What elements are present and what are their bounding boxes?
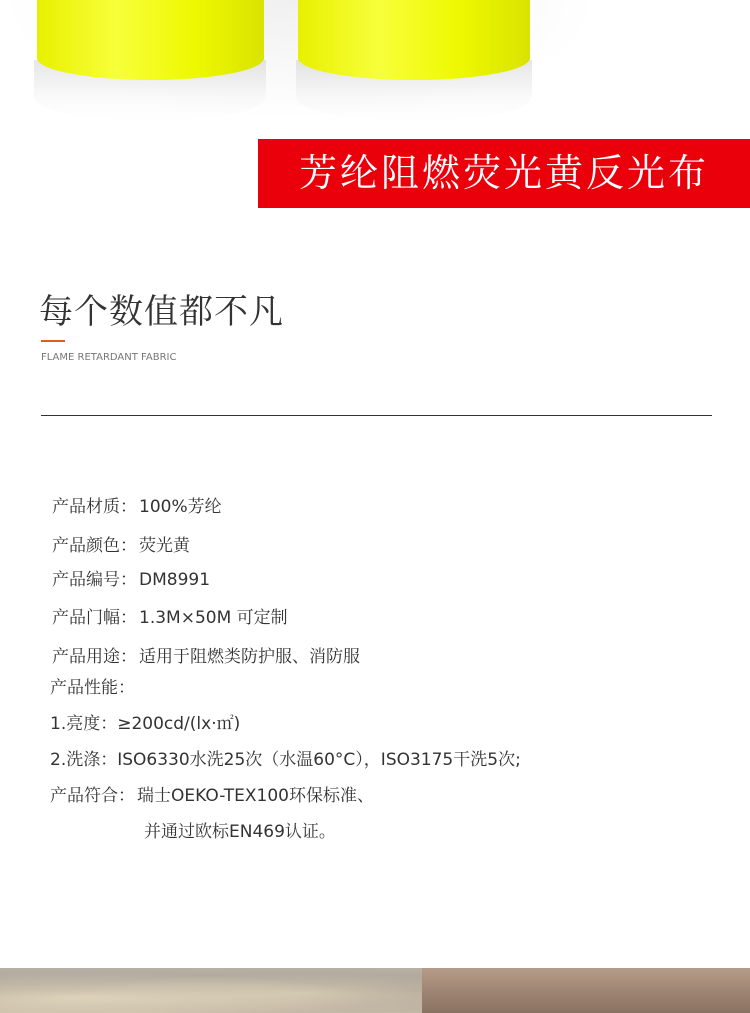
- performance-item-washing: 2.洗涤：ISO6330水洗25次（水温60°C），ISO3175干洗5次;: [50, 750, 521, 770]
- photo-panel-left: [0, 968, 422, 1013]
- fabric-roll: [298, 0, 530, 80]
- photo-panel-right: [422, 968, 750, 1013]
- section-subtitle: FLAME RETARDANT FABRIC: [41, 352, 177, 363]
- spec-width: [52, 607, 288, 629]
- spec-value: 荧光黄: [139, 536, 190, 556]
- compliance-value: 瑞士OEKO-TEX100环保标准、: [137, 786, 374, 806]
- product-title: 芳纶阻燃荧光黄反光布: [298, 151, 709, 195]
- spec-usage: [52, 646, 360, 668]
- product-photo: [0, 0, 750, 135]
- compliance-line-2: 并通过欧标EN469认证。: [144, 822, 336, 842]
- spec-label: 产品用途：: [52, 647, 137, 667]
- spec-label: 产品编号：: [52, 570, 137, 590]
- compliance-line-1: [50, 785, 374, 807]
- divider: [41, 415, 712, 416]
- fabric-roll: [37, 0, 264, 80]
- spec-label: 产品颜色：: [52, 536, 137, 556]
- product-title-banner: [258, 139, 750, 208]
- spec-label: 产品门幅：: [52, 608, 137, 628]
- spec-material: [52, 496, 222, 518]
- compliance-label: 产品符合：: [50, 786, 135, 806]
- section-title: 每个数值都不凡: [39, 292, 284, 332]
- performance-item-brightness: 1.亮度：≥200cd/(lx·㎡): [50, 714, 241, 734]
- spec-value: DM8991: [139, 570, 211, 590]
- performance-heading: 产品性能：: [50, 678, 135, 698]
- accent-bar: [41, 340, 65, 342]
- spec-value: 100%芳纶: [139, 497, 222, 517]
- spec-color: [52, 535, 190, 557]
- spec-value: 适用于阻燃类防护服、消防服: [139, 647, 360, 667]
- spec-value: 1.3M×50M 可定制: [139, 608, 288, 628]
- spec-label: 产品材质：: [52, 497, 137, 517]
- spec-code: [52, 569, 210, 591]
- bottom-photo: [0, 968, 750, 1013]
